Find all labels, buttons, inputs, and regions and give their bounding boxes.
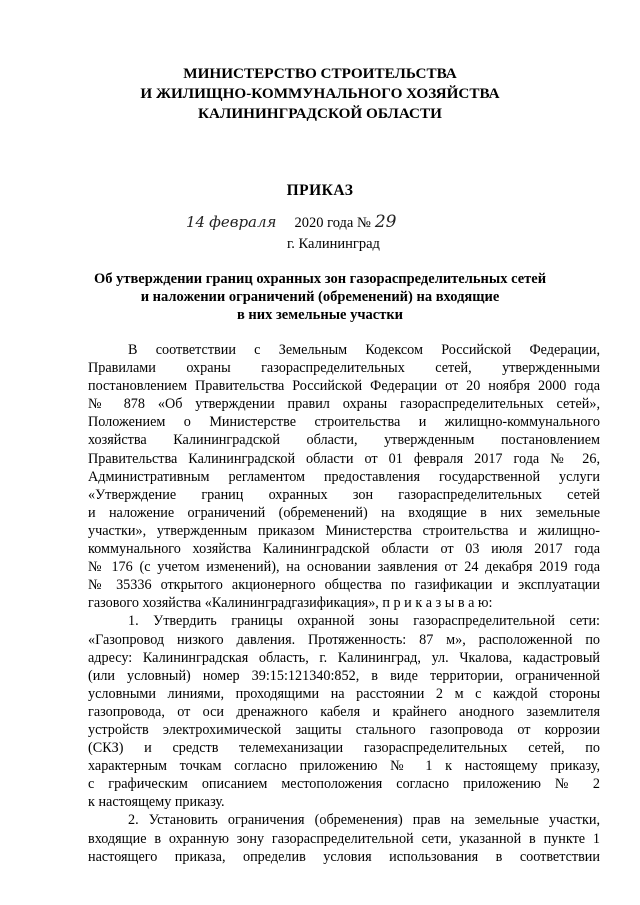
- order-subject: [0, 270, 640, 324]
- text-line: с графическим описанием местоположения согласно приложению № 2: [88, 776, 600, 793]
- text-line: 1. Утвердить границы охранной зоны газораспределительной сети:: [128, 613, 600, 630]
- text-line: Правительства Калининградской области от 01 февраля 2017 года № 26,: [88, 450, 600, 467]
- text-line: хозяйства Калининградской области, утвержденным постановлением: [88, 432, 600, 449]
- text-line: настоящего приказа, определив условия использования в соответствии: [88, 848, 600, 865]
- text-line: участки», утвержденным приказом Министерства строительства и жилищно-: [88, 522, 600, 539]
- text-line: и наложение ограничений (обременений) на входящие в них земельные: [88, 504, 600, 521]
- text-line: № 35336 открытого акционерного общества по газификации и эксплуатации: [88, 577, 600, 594]
- ministry-line-1: МИНИСТЕРСТВО СТРОИТЕЛЬСТВА: [183, 65, 457, 82]
- text-line: Административным регламентом предоставления государственной услуги: [88, 468, 600, 485]
- text-line: адресу: Калининградская область, г. Калининград, ул. Чкалова, кадастровый: [88, 649, 600, 666]
- text-line: Положением о Министерстве строительства и жилищно-коммунального: [88, 414, 600, 431]
- text-line: В соответствии с Земельным Кодексом Российской Федерации,: [128, 342, 600, 358]
- date-line: [186, 212, 396, 232]
- text-line: «Утверждение границ охранных зон газораспределительных сетей: [88, 486, 600, 503]
- ministry-line-3: КАЛИНИНГРАДСКОЙ ОБЛАСТИ: [198, 105, 442, 122]
- text-line: входящие в охранную зону газораспределительной сети, указанной в пункте 1: [88, 830, 600, 847]
- item-1-paragraph: [88, 612, 600, 811]
- order-title: ПРИКАЗ: [286, 182, 354, 199]
- text-line: условными линиями, проходящими на расстоянии 2 м с каждой стороны: [88, 685, 600, 702]
- text-line: устройств электрохимической защиты стального газопровода от коррозии: [88, 721, 600, 738]
- order-body: [88, 341, 600, 866]
- printed-date: 2020 года №: [294, 215, 371, 231]
- text-line: Правилами охраны газораспределительных сетей, утвержденными: [88, 360, 600, 377]
- text-line: 2. Установить ограничения (обременения) прав на земельные участки,: [128, 812, 600, 829]
- text-line: характерным точкам согласно приложению № 1 к настоящему приказу,: [88, 758, 600, 775]
- text-line: к настоящему приказу.: [88, 794, 225, 811]
- city: г. Калининград: [287, 236, 380, 252]
- text-line: (СКЗ) и средств телемеханизации газораспределительных сетей, по: [88, 740, 600, 757]
- ministry-header: [0, 64, 640, 124]
- text-line: «Газопровод низкого давления. Протяженность: 87 м», расположенной по: [88, 631, 600, 648]
- preamble-paragraph: [88, 341, 600, 612]
- text-line: коммунального хозяйства Калининградской области от 03 июля 2017 года: [88, 541, 600, 558]
- handwritten-month: февраля: [209, 213, 277, 231]
- handwritten-day: 14: [186, 213, 206, 231]
- text-line: № 878 «Об утверждении правил охраны газораспределительных сетей»,: [88, 396, 600, 413]
- subject-line-3: в них земельные участки: [236, 307, 404, 323]
- subject-line-1: Об утверждении границ охранных зон газораспределительных сетей: [93, 271, 547, 287]
- text-line: газопровода, от оси дренажного кабеля и крайнего анодного заземлителя: [88, 703, 600, 720]
- text-line: газового хозяйства «Калининградгазификация», п р и к а з ы в а ю:: [88, 595, 493, 612]
- handwritten-order-number: 29: [374, 212, 397, 232]
- text-line: (или условный) номер 39:15:121340:852, в виде территории, ограниченной: [88, 667, 600, 684]
- ministry-line-2: И ЖИЛИЩНО-КОММУНАЛЬНОГО ХОЗЯЙСТВА: [140, 85, 500, 102]
- subject-line-2: и наложении ограничений (обременений) на входящие: [140, 289, 500, 305]
- text-line: № 176 (с учетом изменений), на основании заявления от 24 декабря 2019 года: [88, 559, 600, 576]
- text-line: постановлением Правительства Российской Федерации от 20 ноября 2000 года: [88, 378, 600, 395]
- item-2-paragraph: [88, 811, 600, 865]
